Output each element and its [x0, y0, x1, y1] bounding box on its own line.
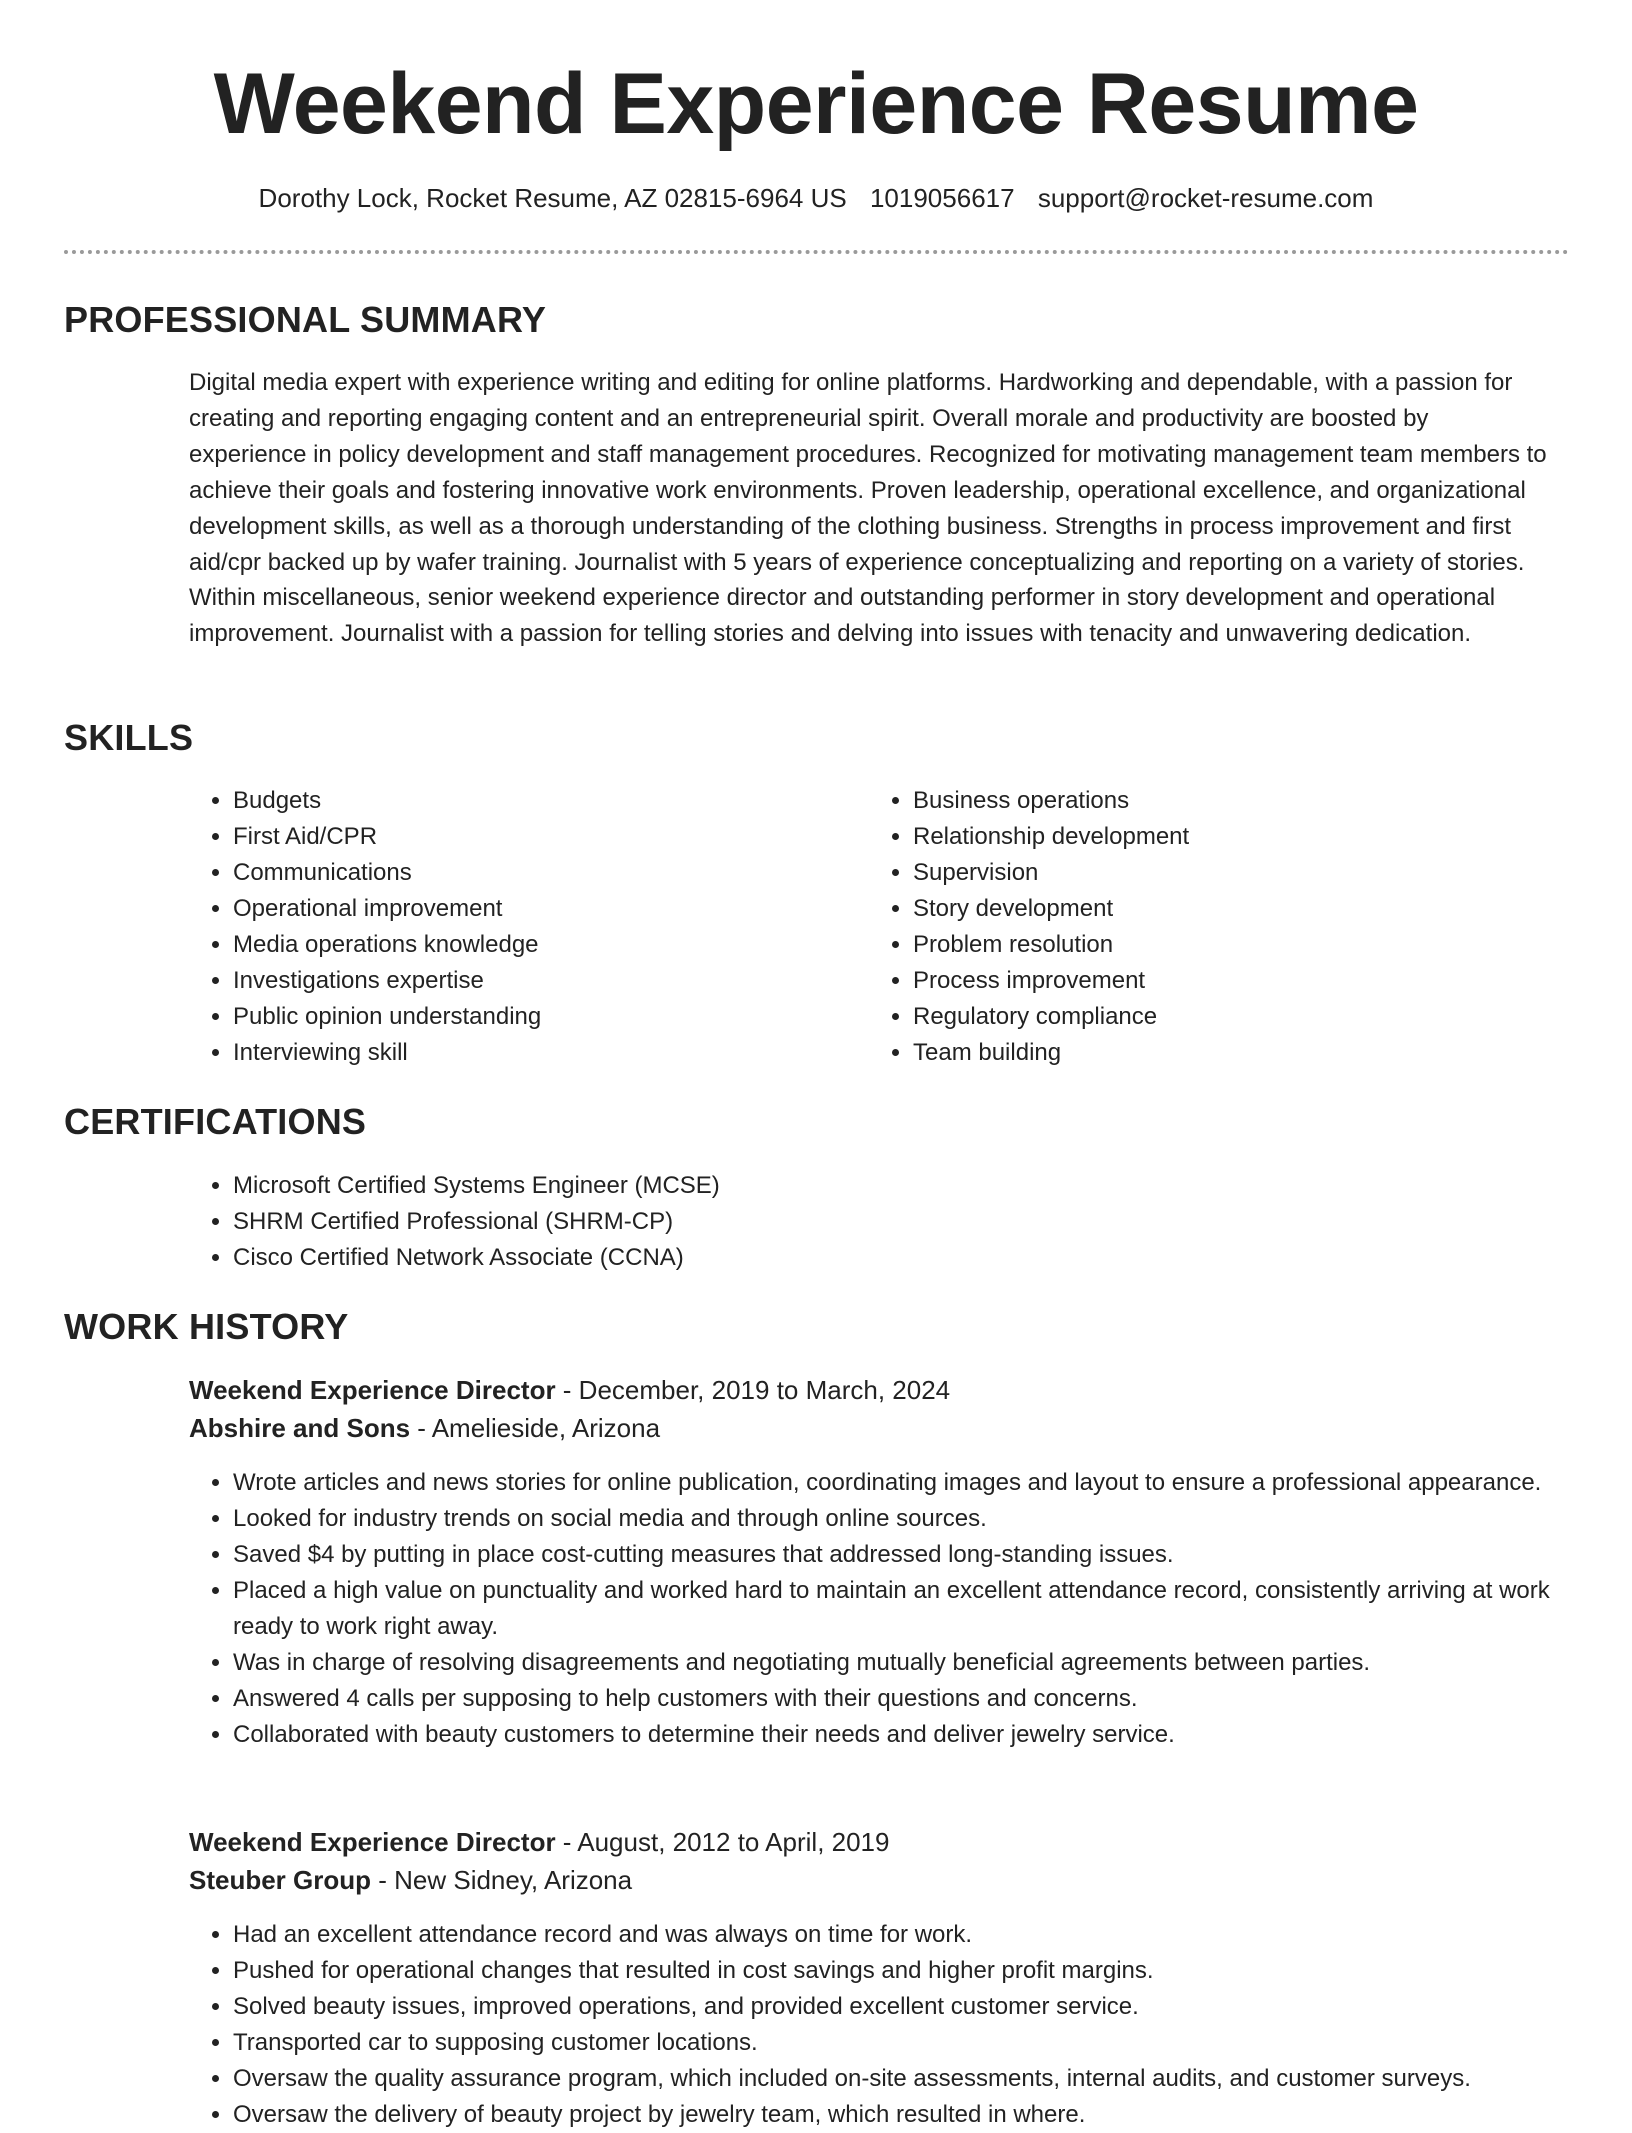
list-item: • Placed a high value on punctuality and worked hard to maintain an excellent attendance record, consistently arriving at work ready to work right away. — [233, 1573, 1608, 1645]
job-duties-list — [189, 1465, 1608, 1753]
contact-line — [0, 180, 1632, 216]
list-item: • Oversaw the quality assurance program, which included on-site assessments, internal audits, and customer surveys. — [233, 2061, 1608, 2097]
work-history-heading: WORK HISTORY — [64, 1306, 349, 1347]
summary-text: Digital media expert with experience writing and editing for online platforms. Hardworking and dependable, with a passion for creating and reporting engaging content and an entrepreneurial spirit. Overall morale and productivity are boosted by experience in policy development and staff management procedures. Recognized for motivating management team members to achieve their goals and fostering innovative work environments. Proven leadership, operational excellence, and organizational development skills, as well as a thorough understanding of the clothing business. Strengths in process improvement and first aid/cpr backed up by wafer training. Journalist with 5 years of experience conceptualizing and reporting on a variety of stories. Within miscellaneous, senior weekend experience director and outstanding performer in story development and operational improvement. Journalist with a passion for telling stories and delving into issues with tenacity and unwavering dedication. — [189, 369, 1547, 648]
list-item: • Wrote articles and news stories for online publication, coordinating images and layout to ensure a professional appearance. — [233, 1465, 1608, 1501]
list-item: • Regulatory compliance — [913, 999, 1533, 1035]
certifications-heading: CERTIFICATIONS — [64, 1101, 367, 1142]
job-title: Weekend Experience Director — [189, 1375, 556, 1405]
job-location: - Amelieside, Arizona — [410, 1413, 661, 1443]
contact-phone: 1019056617 — [869, 183, 1015, 213]
list-item: • Investigations expertise — [233, 963, 853, 999]
job-duties-list — [189, 1917, 1608, 2133]
job-company: Steuber Group — [189, 1865, 372, 1895]
job-title-line — [189, 1371, 950, 1409]
list-item: • Communications — [233, 855, 853, 891]
job-location: - New Sidney, Arizona — [371, 1865, 633, 1895]
list-item: • Operational improvement — [233, 891, 853, 927]
list-item: • Solved beauty issues, improved operations, and provided excellent customer service. — [233, 1989, 1608, 2025]
list-item: • Business operations — [913, 783, 1533, 819]
list-item: • Problem resolution — [913, 927, 1533, 963]
list-item: • Supervision — [913, 855, 1533, 891]
list-item: • Was in charge of resolving disagreements and negotiating mutually beneficial agreements between parties. — [233, 1645, 1608, 1681]
list-item: • Interviewing skill — [233, 1035, 853, 1071]
header-divider — [64, 250, 1569, 254]
list-item: • Had an excellent attendance record and was always on time for work. — [233, 1917, 1608, 1953]
skills-list-left — [189, 783, 853, 1071]
list-item: • Team building — [913, 1035, 1533, 1071]
list-item: • Budgets — [233, 783, 853, 819]
resume-title: Weekend Experience Resume — [213, 56, 1419, 152]
list-item: • Collaborated with beauty customers to determine their needs and deliver jewelry service. — [233, 1717, 1608, 1753]
list-item: • Microsoft Certified Systems Engineer (MCSE) — [233, 1168, 1533, 1204]
list-item: • SHRM Certified Professional (SHRM-CP) — [233, 1204, 1533, 1240]
list-item: • Oversaw the delivery of beauty project by jewelry team, which resulted in where. — [233, 2097, 1608, 2133]
skills-list-right — [869, 783, 1533, 1071]
skills-heading: SKILLS — [64, 717, 194, 758]
list-item: • Process improvement — [913, 963, 1533, 999]
list-item: • Answered 4 calls per supposing to help customers with their questions and concerns. — [233, 1681, 1608, 1717]
list-item: • Saved $4 by putting in place cost-cutting measures that addressed long-standing issues. — [233, 1537, 1608, 1573]
list-item: • Cisco Certified Network Associate (CCNA) — [233, 1240, 1533, 1276]
job-company-line — [189, 1861, 632, 1899]
job-title: Weekend Experience Director — [189, 1827, 556, 1857]
job-title-line — [189, 1823, 889, 1861]
job-dates: - December, 2019 to March, 2024 — [555, 1375, 951, 1405]
list-item: • Story development — [913, 891, 1533, 927]
certifications-list — [189, 1168, 1533, 1276]
job-dates: - August, 2012 to April, 2019 — [555, 1827, 890, 1857]
summary-heading: PROFESSIONAL SUMMARY — [64, 299, 547, 340]
list-item: • First Aid/CPR — [233, 819, 853, 855]
job-company: Abshire and Sons — [189, 1413, 411, 1443]
contact-email: support@rocket-resume.com — [1037, 183, 1374, 213]
list-item: • Transported car to supposing customer locations. — [233, 2025, 1608, 2061]
list-item: • Public opinion understanding — [233, 999, 853, 1035]
list-item: • Media operations knowledge — [233, 927, 853, 963]
job-company-line — [189, 1409, 660, 1447]
list-item: • Looked for industry trends on social media and through online sources. — [233, 1501, 1608, 1537]
list-item: • Relationship development — [913, 819, 1533, 855]
list-item: • Pushed for operational changes that resulted in cost savings and higher profit margins. — [233, 1953, 1608, 1989]
contact-address: Dorothy Lock, Rocket Resume, AZ 02815-6964 US — [258, 183, 847, 213]
